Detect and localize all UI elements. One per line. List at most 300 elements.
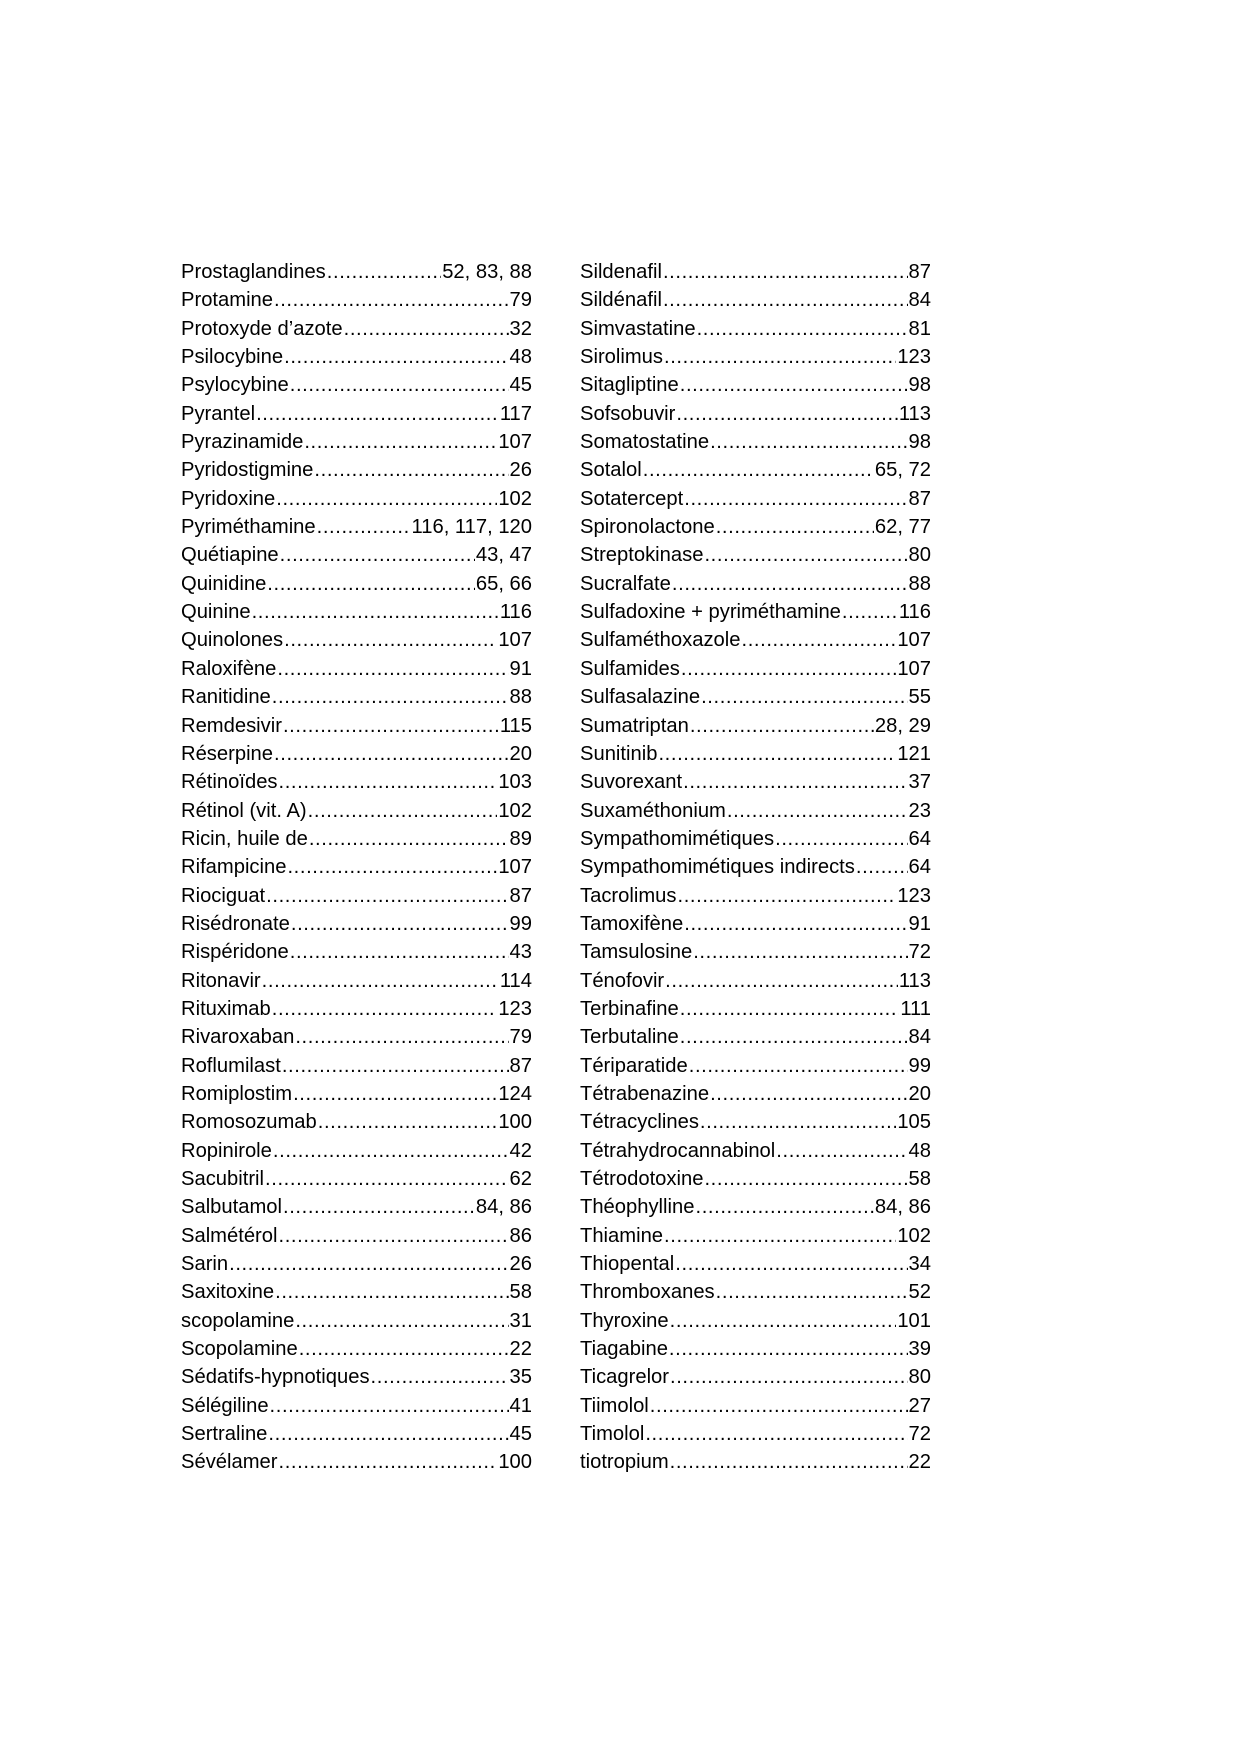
index-entry-name: Salbutamol	[181, 1196, 282, 1219]
index-entry-name: scopolamine	[181, 1309, 295, 1332]
dot-leader	[287, 853, 497, 881]
index-entry-name: Pyriméthamine	[181, 516, 316, 539]
index-column-right	[580, 258, 931, 1477]
index-entry-name: Sulfasalazine	[580, 686, 701, 709]
index-entry-name: Psylocybine	[181, 374, 289, 397]
index-entry[interactable]	[181, 712, 532, 740]
index-entry[interactable]	[580, 1448, 931, 1476]
dot-leader	[690, 712, 874, 740]
index-entry[interactable]	[580, 1363, 931, 1391]
index-entry[interactable]	[181, 882, 532, 910]
index-entry-pages: 99	[908, 1054, 931, 1077]
dot-leader	[277, 655, 508, 683]
index-entry-name: Tétrabenazine	[580, 1082, 710, 1105]
index-entry-pages: 107	[498, 431, 532, 454]
dot-leader	[309, 825, 509, 853]
index-entry[interactable]	[580, 740, 931, 768]
index-entry-pages: 35	[509, 1366, 532, 1389]
index-entry[interactable]	[181, 513, 532, 541]
dot-leader	[680, 371, 908, 399]
index-entry[interactable]	[580, 598, 931, 626]
dot-leader	[274, 740, 509, 768]
dot-leader	[272, 995, 498, 1023]
index-entry-name: Rétinoïdes	[181, 771, 278, 794]
index-entry[interactable]	[580, 995, 931, 1023]
index-entry-name: Romiplostim	[181, 1082, 293, 1105]
index-entry-pages: 41	[509, 1394, 532, 1417]
index-entry[interactable]	[580, 1420, 931, 1448]
index-entry-name: Pyridostigmine	[181, 459, 314, 482]
dot-leader	[274, 286, 509, 314]
index-entry[interactable]	[181, 1193, 532, 1221]
dot-leader	[680, 1023, 908, 1051]
index-entry-name: Tacrolimus	[580, 884, 677, 907]
index-entry-name: Psilocybine	[181, 346, 284, 369]
dot-leader	[291, 910, 509, 938]
index-entry-pages: 45	[509, 1423, 532, 1446]
index-entry[interactable]	[181, 967, 532, 995]
dot-leader	[710, 1080, 907, 1108]
dot-leader	[371, 1363, 509, 1391]
index-entry-pages: 31	[509, 1309, 532, 1332]
index-entry[interactable]	[580, 485, 931, 513]
index-entry-pages: 102	[498, 487, 532, 510]
index-entry-pages: 84	[908, 289, 931, 312]
index-entry-name: Sédatifs-hypnotiques	[181, 1366, 370, 1389]
dot-leader	[680, 995, 900, 1023]
index-entry-pages: 87	[509, 884, 532, 907]
index-entry-name: Ranitidine	[181, 686, 271, 709]
dot-leader	[295, 1023, 508, 1051]
index-entry-pages: 102	[897, 1224, 931, 1247]
index-entry[interactable]	[181, 626, 532, 654]
index-entry-name: Tamoxifène	[580, 912, 684, 935]
dot-leader	[645, 1420, 907, 1448]
index-entry-pages: 88	[509, 686, 532, 709]
index-entry-name: Quinine	[181, 601, 251, 624]
index-entry[interactable]	[181, 1137, 532, 1165]
index-entry[interactable]	[580, 1080, 931, 1108]
index-entry[interactable]	[181, 428, 532, 456]
index-entry-name: Tétracyclines	[580, 1111, 699, 1134]
index-entry[interactable]	[181, 485, 532, 513]
index-entry-name: Sulfadoxine + pyriméthamine	[580, 601, 841, 624]
dot-leader	[256, 400, 499, 428]
index-entry[interactable]	[580, 882, 931, 910]
index-entry-pages: 121	[897, 742, 931, 765]
index-entry-name: Simvastatine	[580, 317, 696, 340]
dot-leader	[290, 371, 509, 399]
index-entry-name: Suvorexant	[580, 771, 683, 794]
index-entry-name: Sunitinib	[580, 742, 658, 765]
index-entry[interactable]	[580, 655, 931, 683]
dot-leader	[663, 258, 908, 286]
dot-leader	[704, 1165, 907, 1193]
index-entry-name: Scopolamine	[181, 1338, 298, 1361]
index-entry-pages: 62	[509, 1168, 532, 1190]
index-entry-pages: 42	[509, 1139, 532, 1162]
dot-leader	[252, 598, 499, 626]
index-entry-pages: 80	[908, 544, 931, 567]
index-entry-pages: 123	[897, 884, 931, 907]
index-entry[interactable]	[181, 1335, 532, 1363]
index-entry-pages: 52, 83, 88	[442, 261, 532, 283]
index-entry-pages: 87	[908, 487, 931, 510]
index-entry-pages: 79	[509, 289, 532, 312]
index-entry[interactable]	[181, 541, 532, 569]
dot-leader	[684, 485, 907, 513]
index-entry[interactable]	[580, 343, 931, 371]
dot-leader	[701, 683, 907, 711]
index-entry-name: Réserpine	[181, 742, 274, 765]
index-entry-name: Théophylline	[580, 1196, 695, 1219]
index-entry[interactable]	[181, 1080, 532, 1108]
index-entry[interactable]	[580, 938, 931, 966]
index-entry-name: Timolol	[580, 1423, 645, 1446]
dot-leader	[299, 1335, 509, 1363]
index-entry-name: Pyridoxine	[181, 487, 276, 510]
index-entry[interactable]	[181, 1278, 532, 1306]
index-entry-pages: 124	[498, 1082, 532, 1105]
index-entry-pages: 23	[908, 799, 931, 822]
index-entry[interactable]	[580, 1023, 931, 1051]
index-entry-pages: 102	[498, 799, 532, 822]
index-entry[interactable]	[181, 286, 532, 314]
index-entry[interactable]	[181, 343, 532, 371]
index-entry-pages: 123	[897, 346, 931, 369]
index-entry[interactable]	[580, 1108, 931, 1136]
index-entry-name: Riociguat	[181, 884, 266, 907]
index-entry[interactable]	[580, 1307, 931, 1335]
index-entry-name: Tamsulosine	[580, 941, 693, 964]
dot-leader	[284, 343, 508, 371]
index-entry[interactable]	[181, 797, 532, 825]
index-entry-pages: 22	[509, 1338, 532, 1361]
dot-leader	[695, 1193, 873, 1221]
index-entry[interactable]	[580, 825, 931, 853]
index-entry-pages: 20	[908, 1082, 931, 1105]
index-entry[interactable]	[181, 371, 532, 399]
index-entry[interactable]	[580, 570, 931, 598]
index-entry-name: Salmétérol	[181, 1224, 278, 1247]
index-entry-name: Spironolactone	[580, 516, 715, 539]
index-entry-pages: 84, 86	[874, 1196, 931, 1219]
index-entry[interactable]	[580, 1165, 931, 1193]
index-entry-name: Somatostatine	[580, 431, 710, 454]
dot-leader	[283, 1193, 475, 1221]
index-entry-name: Tétrahydrocannabinol	[580, 1139, 776, 1162]
index-entry-pages: 65, 72	[874, 459, 931, 482]
dot-leader	[327, 258, 441, 286]
index-entry-pages: 103	[498, 771, 532, 794]
dot-leader	[669, 1335, 908, 1363]
dot-leader	[317, 513, 411, 541]
index-entry[interactable]	[181, 655, 532, 683]
dot-leader	[716, 1278, 908, 1306]
dot-leader	[670, 1307, 897, 1335]
index-entry[interactable]	[181, 1392, 532, 1420]
index-entry[interactable]	[181, 1222, 532, 1250]
dot-leader	[308, 797, 498, 825]
index-entry-name: Remdesivir	[181, 714, 282, 737]
index-entry-pages: 86	[509, 1224, 532, 1247]
index-entry[interactable]	[580, 1250, 931, 1278]
index-entry-pages: 58	[509, 1281, 532, 1304]
index-entry-name: Thyroxine	[580, 1309, 669, 1332]
dot-leader	[775, 825, 907, 853]
index-entry-name: Rifampicine	[181, 856, 287, 879]
index-entry-name: Suxaméthonium	[580, 799, 726, 822]
index-entry-name: Rispéridone	[181, 941, 289, 964]
index-entry-name: Roflumilast	[181, 1054, 281, 1077]
dot-leader	[304, 428, 497, 456]
index-entry-pages: 28, 29	[874, 714, 931, 737]
dot-leader	[265, 1165, 509, 1193]
index-entry[interactable]	[580, 797, 931, 825]
index-entry[interactable]	[580, 400, 931, 428]
index-entry-name: Sulfaméthoxazole	[580, 629, 741, 652]
index-entry-name: Ritonavir	[181, 969, 261, 992]
index-entry[interactable]	[181, 1108, 532, 1136]
index-column-left	[181, 258, 532, 1477]
index-entry-pages: 99	[509, 912, 532, 935]
index-entry-pages: 58	[908, 1168, 931, 1190]
index-entry[interactable]	[580, 428, 931, 456]
index-entry-name: Sarin	[181, 1253, 229, 1276]
index-entry-name: Quinolones	[181, 629, 284, 652]
index-entry-name: Pyrazinamide	[181, 431, 304, 454]
index-entry-pages: 117	[499, 402, 532, 425]
dot-leader	[700, 1108, 896, 1136]
index-entry-name: Quinidine	[181, 572, 267, 595]
index-entry-name: Ropinirole	[181, 1139, 272, 1162]
index-entry[interactable]	[580, 286, 931, 314]
index-entry-name: Sacubitril	[181, 1168, 265, 1190]
dot-leader	[693, 938, 907, 966]
index-entry[interactable]	[181, 315, 532, 343]
index-entry[interactable]	[181, 768, 532, 796]
index-entry[interactable]	[181, 1165, 532, 1193]
index-entry[interactable]	[181, 995, 532, 1023]
index-entry-pages: 20	[509, 742, 532, 765]
index-entry[interactable]	[580, 967, 931, 995]
index-entry-pages: 87	[908, 261, 931, 283]
index-entry-pages: 32	[509, 317, 532, 340]
index-entry-pages: 79	[509, 1026, 532, 1049]
index-entry-name: Sildenafil	[580, 261, 662, 283]
index-entry[interactable]	[181, 683, 532, 711]
index-entry-name: Rivaroxaban	[181, 1026, 295, 1049]
index-entry[interactable]	[580, 541, 931, 569]
index-entry[interactable]	[181, 1448, 532, 1476]
index-entry-name: Pyrantel	[181, 402, 256, 425]
index-entry[interactable]	[580, 1278, 931, 1306]
index-entry[interactable]	[181, 740, 532, 768]
index-entry-pages: 26	[509, 1253, 532, 1276]
index-entry[interactable]	[580, 513, 931, 541]
index-entry-name: Protoxyde d’azote	[181, 317, 343, 340]
dot-leader	[284, 626, 497, 654]
index-entry[interactable]	[181, 1420, 532, 1448]
index-entry-name: Sildénafil	[580, 289, 662, 312]
index-entry[interactable]	[181, 1052, 532, 1080]
index-entry-pages: 52	[908, 1281, 931, 1304]
index-entry[interactable]	[580, 1137, 931, 1165]
index-entry[interactable]	[580, 853, 931, 881]
dot-leader	[295, 1307, 508, 1335]
index-entry[interactable]	[181, 910, 532, 938]
index-entry-name: Tiagabine	[580, 1338, 668, 1361]
dot-leader	[664, 343, 896, 371]
index-entry-pages: 87	[509, 1054, 532, 1077]
index-entry-name: Rétinol (vit. A)	[181, 799, 307, 822]
index-entry-pages: 72	[908, 1423, 931, 1446]
index-entry-pages: 48	[908, 1139, 931, 1162]
index-entry-pages: 116	[898, 601, 931, 624]
dot-leader	[267, 570, 475, 598]
index-entry-name: Sulfamides	[580, 657, 680, 680]
index-entry-pages: 62, 77	[874, 516, 931, 539]
dot-leader	[677, 882, 896, 910]
index-entry[interactable]	[181, 1023, 532, 1051]
index-entry-name: Thiopental	[580, 1253, 675, 1276]
index-entry-name: Sévélamer	[181, 1451, 278, 1474]
index-entry[interactable]	[580, 258, 931, 286]
dot-leader	[697, 315, 908, 343]
dot-leader	[842, 598, 898, 626]
index-entry[interactable]	[181, 1363, 532, 1391]
index-entry[interactable]	[181, 598, 532, 626]
index-entry-pages: 114	[499, 969, 532, 992]
dot-leader	[741, 626, 896, 654]
index-entry-pages: 64	[908, 856, 931, 879]
index-entry[interactable]	[580, 371, 931, 399]
index-entry-pages: 107	[498, 629, 532, 652]
index-entry-name: Sofsobuvir	[580, 402, 676, 425]
dot-leader	[262, 967, 499, 995]
index-entry-name: Sumatriptan	[580, 714, 689, 737]
index-entry[interactable]	[181, 1307, 532, 1335]
index-entry[interactable]	[181, 570, 532, 598]
dot-leader	[727, 797, 908, 825]
index-entry-pages: 91	[908, 912, 931, 935]
dot-leader	[279, 1448, 498, 1476]
index-entry-pages: 123	[498, 997, 532, 1020]
dot-leader	[266, 882, 508, 910]
index-entry[interactable]	[181, 825, 532, 853]
index-entry-pages: 34	[908, 1253, 931, 1276]
index-entry-pages: 107	[897, 629, 931, 652]
index-entry-pages: 116, 117, 120	[411, 516, 532, 539]
dot-leader	[290, 938, 509, 966]
index-entry[interactable]	[580, 712, 931, 740]
index-entry[interactable]	[580, 1052, 931, 1080]
dot-leader	[279, 1222, 509, 1250]
index-entry-pages: 98	[908, 374, 931, 397]
dot-leader	[229, 1250, 508, 1278]
index-entry-name: tiotropium	[580, 1451, 669, 1474]
index-entry-pages: 48	[509, 346, 532, 369]
dot-leader	[663, 286, 908, 314]
index-entry-pages: 84, 86	[475, 1196, 532, 1219]
index-entry-pages: 43	[509, 941, 532, 964]
index-entry-pages: 88	[908, 572, 931, 595]
index-entry[interactable]	[580, 315, 931, 343]
dot-leader	[856, 853, 908, 881]
index-entry-name: Ricin, huile de	[181, 827, 308, 850]
index-entry[interactable]	[181, 400, 532, 428]
index-entry-pages: 43, 47	[475, 544, 532, 567]
index-entry-pages: 107	[498, 856, 532, 879]
dot-leader	[276, 485, 497, 513]
index-entry-name: Ticagrelor	[580, 1366, 669, 1389]
dot-leader	[318, 1108, 498, 1136]
index-entry-name: Sympathomimétiques indirects	[580, 856, 855, 879]
index-entry-pages: 27	[908, 1394, 931, 1417]
dot-leader	[704, 541, 907, 569]
dot-leader	[710, 428, 907, 456]
index-entry-pages: 80	[908, 1366, 931, 1389]
dot-leader	[650, 1392, 908, 1420]
index-entry-pages: 98	[908, 431, 931, 454]
index-entry[interactable]	[181, 258, 532, 286]
index-entry-pages: 72	[908, 941, 931, 964]
index-entry[interactable]	[181, 1250, 532, 1278]
index-entry-name: Ténofovir	[580, 969, 665, 992]
index-entry-name: Thromboxanes	[580, 1281, 715, 1304]
index-entry-name: Sotalol	[580, 459, 642, 482]
index-entry-pages: 65, 66	[475, 572, 532, 595]
dot-leader	[273, 1137, 509, 1165]
index-entry[interactable]	[580, 683, 931, 711]
index-entry-name: Raloxifène	[181, 657, 277, 680]
index-entry-pages: 113	[898, 969, 931, 992]
index-entry-name: Sélégiline	[181, 1394, 269, 1417]
index-entry[interactable]	[580, 1392, 931, 1420]
index-entry[interactable]	[181, 853, 532, 881]
index-entry[interactable]	[580, 768, 931, 796]
index-entry-name: Sympathomimétiques	[580, 827, 775, 850]
index-entry[interactable]	[580, 1222, 931, 1250]
index-entry[interactable]	[580, 1193, 931, 1221]
index-entry-name: Protamine	[181, 289, 274, 312]
index-entry-name: Terbinafine	[580, 997, 679, 1020]
index-entry[interactable]	[580, 456, 931, 484]
dot-leader	[670, 1363, 908, 1391]
index-entry[interactable]	[181, 456, 532, 484]
index-entry-pages: 37	[908, 771, 931, 794]
dot-leader	[681, 655, 896, 683]
dot-leader	[279, 768, 498, 796]
dot-leader	[683, 768, 907, 796]
dot-leader	[676, 400, 897, 428]
index-entry-name: Thiamine	[580, 1224, 664, 1247]
index-entry-pages: 55	[908, 686, 931, 709]
index-entry-name: Sirolimus	[580, 346, 664, 369]
index-entry-pages: 84	[908, 1026, 931, 1049]
index-entry-pages: 64	[908, 827, 931, 850]
index-entry-pages: 111	[900, 997, 931, 1020]
index-entry[interactable]	[580, 910, 931, 938]
index-entry-pages: 91	[509, 657, 532, 680]
index-entry[interactable]	[580, 626, 931, 654]
index-entry-name: Risédronate	[181, 912, 290, 935]
index-entry-name: Quétiapine	[181, 544, 279, 567]
dot-leader	[776, 1137, 907, 1165]
index-entry-name: Sotatercept	[580, 487, 684, 510]
index-entry[interactable]	[580, 1335, 931, 1363]
index-entry[interactable]	[181, 938, 532, 966]
